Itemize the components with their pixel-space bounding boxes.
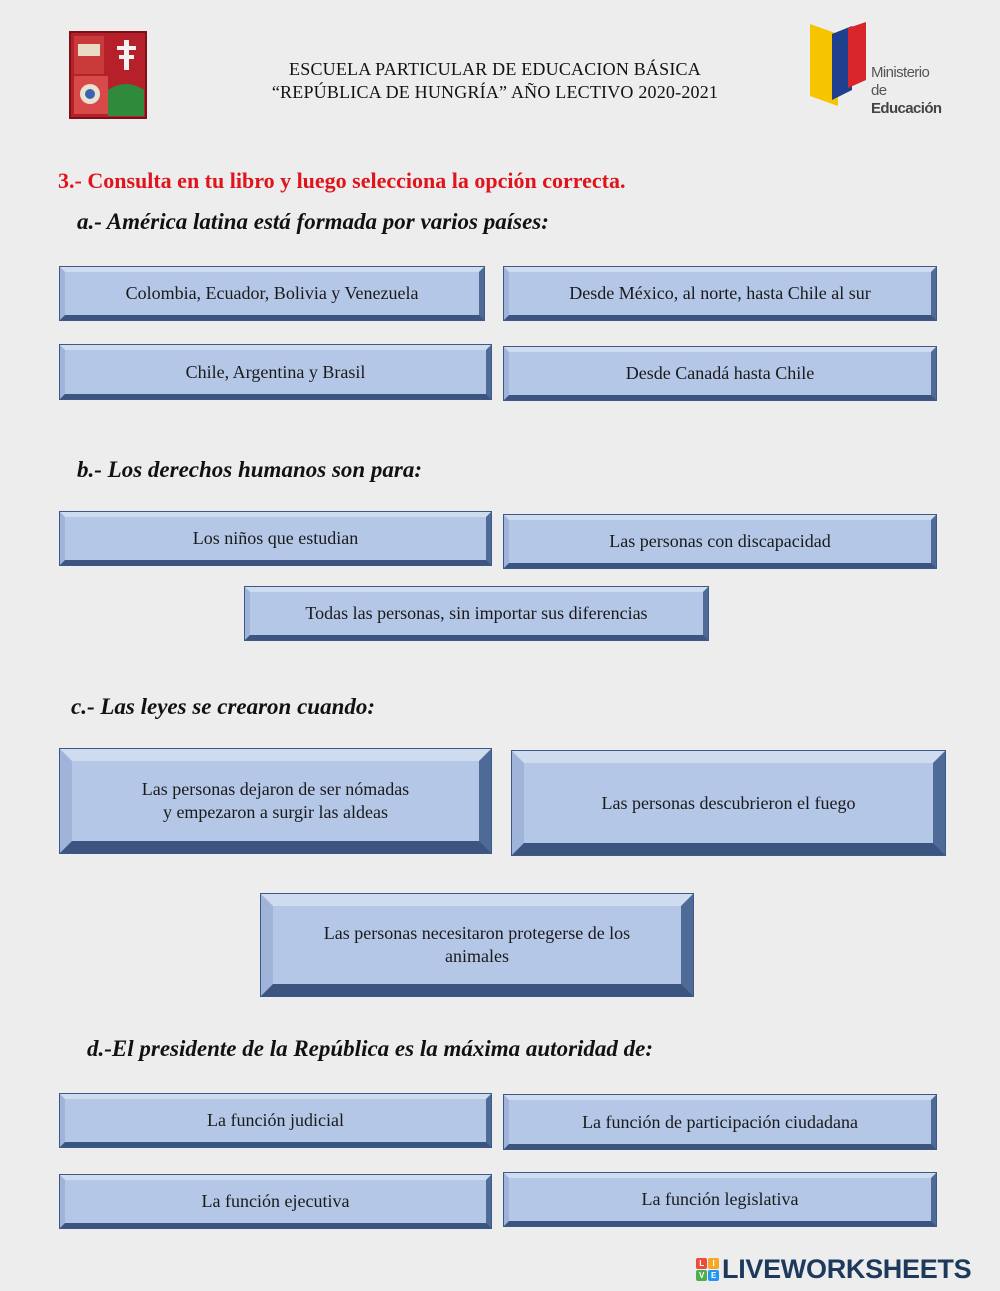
option-label: Todas las personas, sin importar sus diferencias <box>305 603 648 623</box>
option-label: Las personas descubrieron el fuego <box>601 792 856 813</box>
question-d-option-3[interactable] <box>59 1174 492 1229</box>
option-label: Las personas dejaron de ser nómadas y empezaron a surgir las aldeas <box>141 779 410 822</box>
question-a-option-3[interactable] <box>59 344 492 400</box>
logo-letter-l: L <box>696 1258 707 1269</box>
question-c-option-3[interactable] <box>260 893 694 997</box>
ministry-logo <box>808 20 948 117</box>
question-d-prompt: d.-El presidente de la República es la máxima autoridad de: <box>87 1036 654 1061</box>
question-b-option-3[interactable] <box>244 586 709 641</box>
question-d-option-2[interactable] <box>503 1094 937 1150</box>
ministry-flag-icon <box>808 20 868 110</box>
liveworksheets-logo-icon <box>696 1258 719 1281</box>
school-title <box>230 58 760 104</box>
option-label: Chile, Argentina y Brasil <box>185 361 366 382</box>
logo-letter-e: E <box>708 1270 719 1281</box>
question-d-option-1[interactable] <box>59 1093 492 1148</box>
question-a-option-1[interactable] <box>59 266 485 321</box>
option-label: Las personas con discapacidad <box>609 531 831 551</box>
option-label: La función judicial <box>207 1110 344 1130</box>
ministry-line1: Ministerio <box>871 64 930 81</box>
logo-letter-i: I <box>708 1258 719 1269</box>
ministry-line2-prefix: de <box>871 82 887 99</box>
option-label: La función ejecutiva <box>201 1191 350 1211</box>
question-b-prompt: b.- Los derechos humanos son para: <box>77 457 423 482</box>
question-a-option-4[interactable] <box>503 346 937 401</box>
question-c-option-2[interactable] <box>511 750 946 856</box>
school-title-line2: “REPÚBLICA DE HUNGRÍA” AÑO LECTIVO 2020-2021 <box>271 82 719 102</box>
question-d-option-4[interactable] <box>503 1172 937 1227</box>
question-c-prompt: c.- Las leyes se crearon cuando: <box>71 694 376 719</box>
logo-letter-v: V <box>696 1270 707 1281</box>
option-label: Las personas necesitaron protegerse de los animales <box>323 923 631 966</box>
question-c-option-1[interactable] <box>59 748 492 854</box>
question-a-option-2[interactable] <box>503 266 937 321</box>
ministry-name <box>871 64 948 118</box>
option-label: Colombia, Ecuador, Bolivia y Venezuela <box>125 283 419 303</box>
option-label: La función legislativa <box>641 1189 799 1209</box>
liveworksheets-brand <box>696 1254 971 1285</box>
school-title-line1: ESCUELA PARTICULAR DE EDUCACION BÁSICA <box>289 59 701 79</box>
option-label: Los niños que estudian <box>192 528 359 548</box>
question-b-option-1[interactable] <box>59 511 492 566</box>
school-crest-logo <box>68 30 148 120</box>
option-label: Desde Canadá hasta Chile <box>625 363 815 383</box>
option-label: Desde México, al norte, hasta Chile al sur <box>569 283 871 303</box>
ministry-line2-bold: Educación <box>871 100 942 117</box>
question-a-prompt: a.- América latina está formada por varios países: <box>77 209 549 234</box>
liveworksheets-wordmark: LIVEWORKSHEETS <box>722 1254 972 1284</box>
option-label: La función de participación ciudadana <box>582 1111 858 1132</box>
instruction-text: 3.- Consulta en tu libro y luego selecciona la opción correcta. <box>58 168 626 193</box>
question-b-option-2[interactable] <box>503 514 937 569</box>
